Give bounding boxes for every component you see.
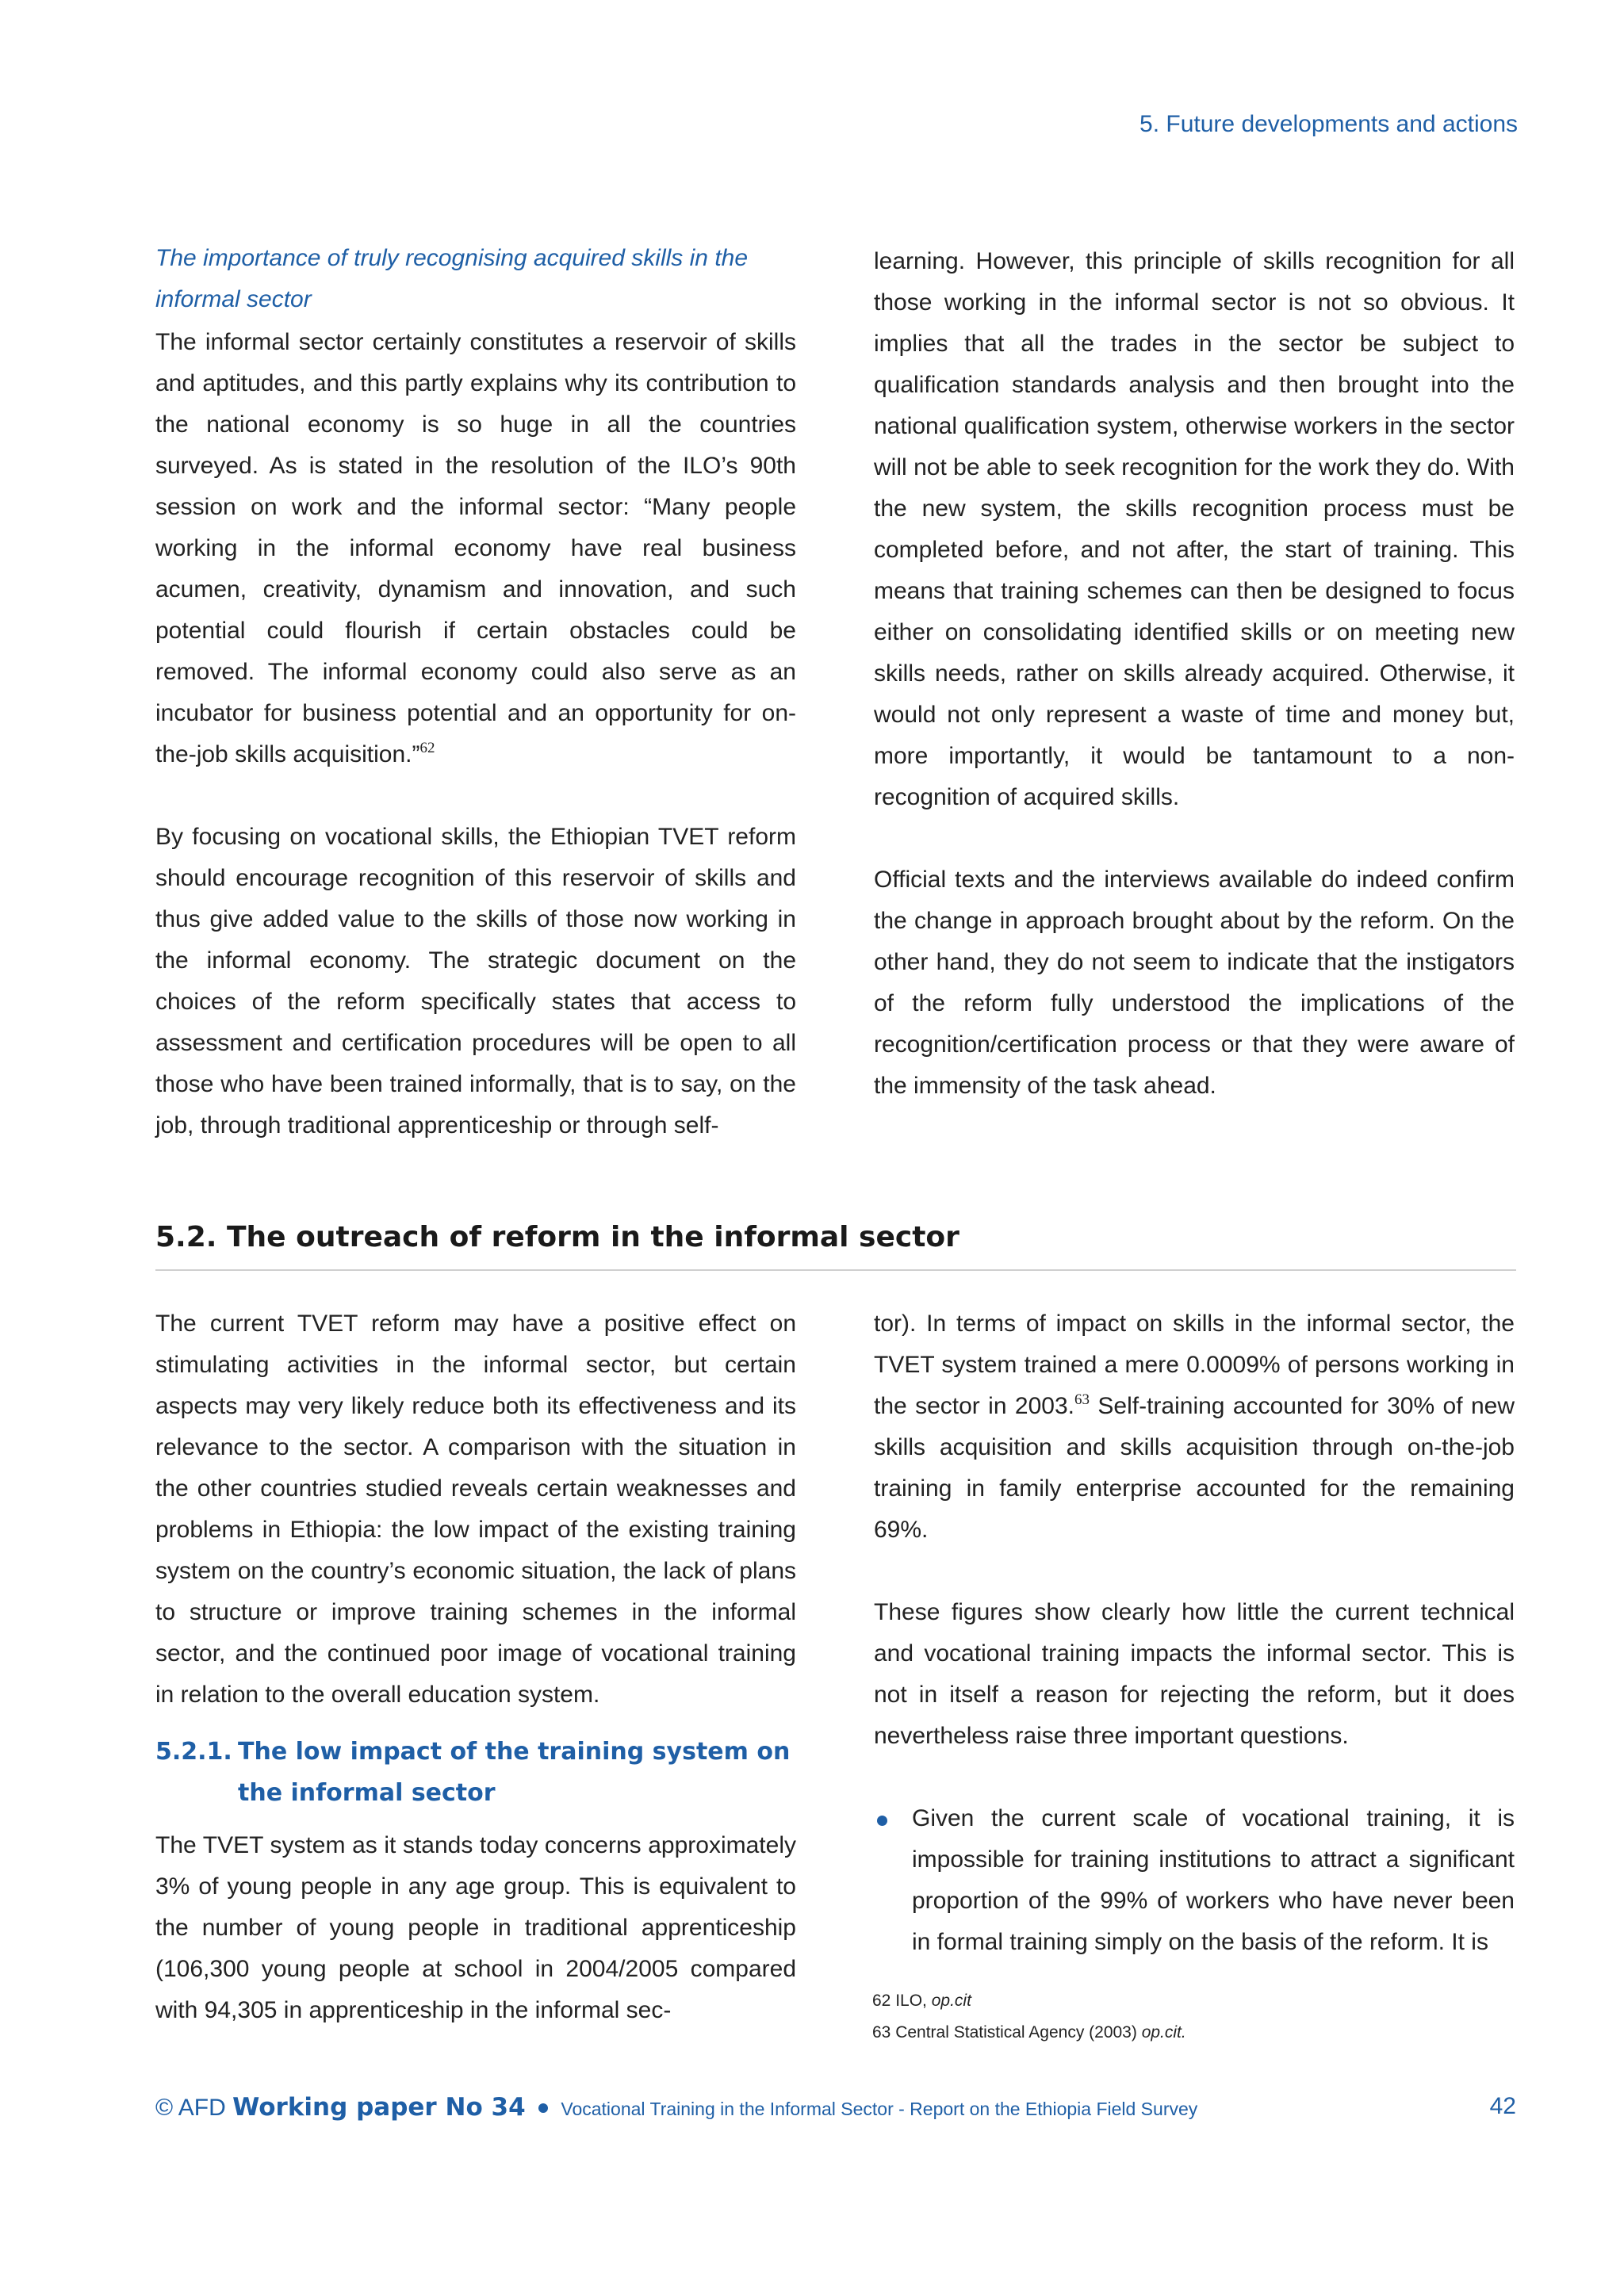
- section-title: 5.2. The outreach of reform in the informal sector: [155, 1221, 1516, 1271]
- subsection-title: The low impact of the training system on the informal sector: [238, 1738, 791, 1807]
- upper-right-paragraph-1: learning. However, this principle of skills recognition for all those working in the informal sector is not so obvious. It implies that all the trades in the sector be subject to qualification standards analysis and then brought into the national qualification system, otherwise workers in the sector will not be able to seek recognition for the work they do. With the new system, the skills recognition process must be completed before, and not after, the start of training. This means that training schemes can then be designed to focus either on consolidating identified skills or on meeting new skills needs, rather on skills already acquired. Otherwise, it would not only represent a waste of time and money but, more importantly, it would be tantamount to a non-recognition of acquired skills.: [874, 248, 1515, 810]
- footnote-text: ILO,: [895, 1992, 927, 2010]
- footer-description: Vocational Training in the Informal Sector - Report on the Ethiopia Field Survey: [561, 2099, 1198, 2119]
- lower-left-column: [155, 1303, 796, 2031]
- footnotes: [872, 1985, 1516, 2049]
- bullet-dot-icon: [877, 1816, 887, 1826]
- footnote-63: [872, 2017, 1516, 2049]
- lower-right-paragraph-1: [874, 1303, 1515, 1551]
- upper-left-column: [155, 238, 796, 1146]
- footnote-text: Central Statistical Agency (2003): [895, 2023, 1137, 2042]
- lower-left-paragraph-1: The current TVET reform may have a positive effect on stimulating activities in the informal sector, but certain aspects may very likely reduce both its effectiveness and its relevance to the sector. A comparison with the situation in the other countries studied reveals certain weaknesses and problems in Ethiopia: the low impact of the existing training system on the country’s economic situation, the lack of plans to structure or improve training schemes in the informal sector, and the continued poor image of vocational training in relation to the overall education system.: [155, 1311, 796, 1708]
- bullet-list: [874, 1798, 1515, 1963]
- footer-copyright: © AFD: [155, 2095, 226, 2121]
- subsection-heading: [155, 1732, 796, 1814]
- footnote-ref-62: 62: [419, 740, 435, 756]
- footer-citation: [155, 2093, 1197, 2122]
- bullet-text: Given the current scale of vocational training, it is impossible for training institutions to attract a significant proportion of the 99% of workers who have never been in formal training simply on the basis of the reform. It is: [912, 1805, 1515, 1955]
- subsection-number: 5.2.1.: [155, 1738, 232, 1766]
- upper-right-column: [874, 241, 1515, 1107]
- footnote-number: 62: [872, 1992, 891, 2010]
- upper-right-paragraph-2: Official texts and the interviews available do indeed confirm the change in approach brought about by the reform. On the other hand, they do not seem to indicate that the instigators of the reform fully understood the implications of the recognition/certification process or that they were aware of the immensity of the task ahead.: [874, 867, 1515, 1099]
- italic-subheading: The importance of truly recognising acquired skills in the informal sector: [155, 245, 749, 312]
- paragraph-text-continued: Self-training accounted for 30% of new skills acquisition and skills acquisition through on-the-job training in family enterprise accounted for the remaining 69%.: [874, 1393, 1515, 1543]
- lower-right-paragraph-2: These figures show clearly how little the current technical and vocational training impacts the informal sector. This is not in itself a reason for rejecting the reform, but it does nevertheless raise three important questions.: [874, 1599, 1515, 1749]
- paragraph-text: tor). In terms of impact on skills in the informal sector, the TVET system trained a mere 0.0009% of persons working in the sector in 2003.: [874, 1311, 1515, 1419]
- page-footer: [155, 2093, 1516, 2133]
- footnote-62: [872, 1985, 1516, 2017]
- bullet-item: [874, 1798, 1515, 1963]
- upper-left-paragraph-1: [155, 322, 796, 775]
- footnote-number: 63: [872, 2023, 891, 2042]
- lower-right-column: [874, 1303, 1515, 1963]
- lower-left-paragraph-2: The TVET system as it stands today concerns approximately 3% of young people in any age group. This is equivalent to the number of young people in traditional apprenticeship (106,300 young people at school in 2004/2005 compared with 94,305 in apprenticeship in the informal sec-: [155, 1832, 796, 2023]
- footnote-ref: op.cit: [931, 1992, 971, 2010]
- bullet-dot-icon: [538, 2103, 548, 2113]
- upper-left-paragraph-2: By focusing on vocational skills, the Ethiopian TVET reform should encourage recognition of this reservoir of skills and thus give added value to the skills of those now working in the informal economy. The strategic document on the choices of the reform specifically states that access to assessment and certification procedures will be open to all those who have been trained informally, that is to say, on the job, through traditional apprenticeship or through self-: [155, 824, 796, 1138]
- footnote-ref: op.cit.: [1141, 2023, 1186, 2042]
- running-head: 5. Future developments and actions: [1139, 111, 1518, 137]
- footer-series: Working paper No 34: [232, 2093, 526, 2122]
- paragraph-text: The informal sector certainly constitutes a reservoir of skills and aptitudes, and this partly explains why its contribution to the national economy is so huge in all the countries surveyed. As is stated in the resolution of the ILO’s 90th session on work and the informal sector: “Many people working in the informal economy have real business acumen, creativity, dynamism and innovation, and such potential could flourish if certain obstacles could be removed. The informal economy could also serve as an incubator for business potential and an opportunity for on-the-job skills acquisition.”: [155, 329, 796, 767]
- page-number: 42: [1489, 2093, 1516, 2119]
- footnote-ref-63: 63: [1074, 1391, 1090, 1408]
